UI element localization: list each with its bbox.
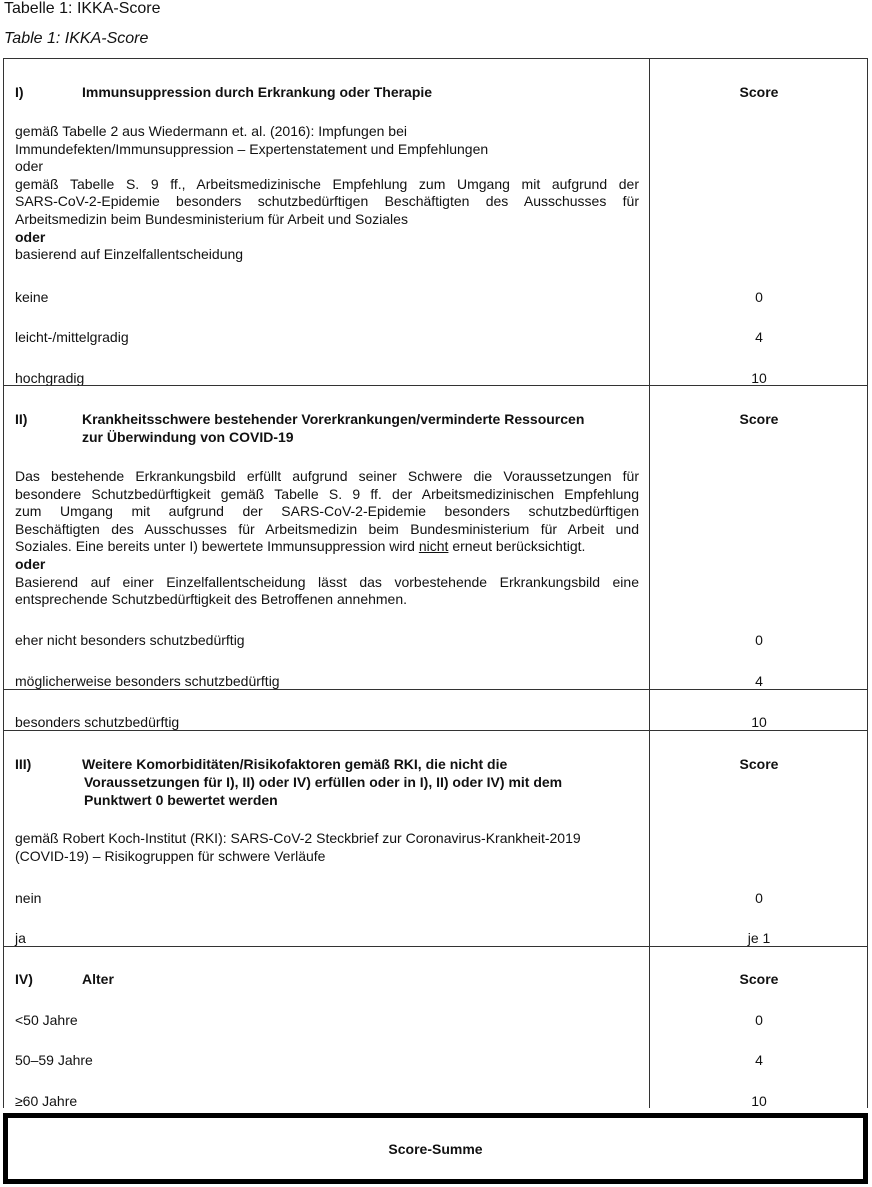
option-label: <50 Jahre (15, 1012, 78, 1028)
option-label: besonders schutzbedürftig (15, 714, 180, 730)
section-3-numeral: III) (15, 756, 32, 772)
section-2-description: Das bestehende Erkrankungsbild erfüllt aufgrund seiner Schwere die Voraussetzungen für besondere Schutzbedürftigkeit gemäß Tabelle S. 9 ff. der Arbeitsmedizinischen Empfehlung zum Umgang mit aufgrund der SARS-CoV-2-Epidemie besonders schutzbedürftigen Beschäftigten des Ausschusses für Arbeitsmedizin beim Bundesministerium für Arbeit und Soziales. Eine bereits unter I) bewertete Immunsuppression wird nicht erneut berücksichtigt. oder Basierend auf einer Einzelfallentscheidung lässt das vorbestehende Erkrankungsbild eine entsprechende Schutzbedürftigkeit des Betroffenen annehmen. (15, 468, 639, 608)
score-sum-label: Score-Summe (388, 1140, 483, 1157)
section-2-score-header: Score (739, 411, 779, 427)
option-score: 0 (755, 890, 763, 906)
section-2-numeral: II) (15, 411, 28, 427)
option-score: 10 (751, 1093, 767, 1109)
section-3-title-line-3: Punktwert 0 bewertet werden (84, 792, 278, 808)
section-3-title-line-1: Weitere Komorbiditäten/Risikofaktoren gemäß RKI, die nicht die (82, 756, 508, 772)
option-score: 0 (755, 632, 763, 648)
section-4-numeral: IV) (15, 971, 33, 987)
table-caption-german: Tabelle 1: IKKA-Score (4, 0, 161, 17)
section-2-title-line-2: zur Überwindung von COVID-19 (82, 429, 294, 445)
option-score: 0 (755, 1012, 763, 1028)
option-label: möglicherweise besonders schutzbedürftig (15, 673, 280, 689)
option-score: 4 (755, 673, 763, 689)
section-1-title: Immunsuppression durch Erkrankung oder Therapie (82, 84, 433, 100)
option-label: keine (15, 289, 49, 305)
option-score: 4 (755, 1052, 763, 1068)
option-score: 4 (755, 329, 763, 345)
section-3-description: gemäß Robert Koch-Institut (RKI): SARS-CoV-2 Steckbrief zur Coronavirus-Krankheit-2019 (COVID-19) – Risikogruppen für schwere Verläufe (15, 830, 581, 864)
row-divider (3, 385, 868, 386)
option-label: eher nicht besonders schutzbedürftig (15, 632, 245, 648)
table-caption-english: Table 1: IKKA-Score (4, 30, 149, 47)
ikka-score-table (3, 58, 868, 1108)
section-3-title-line-2: Voraussetzungen für I), II) oder IV) erfüllen oder in I), II) oder IV) mit dem (84, 774, 563, 790)
score-sum-box (3, 1113, 868, 1184)
option-score: 0 (755, 289, 763, 305)
option-label: nein (15, 890, 42, 906)
section-1-description: gemäß Tabelle 2 aus Wiedermann et. al. (2016): Impfungen bei Immundefekten/Immunsuppression – Expertenstatement und Empfehlungen oder gemäß Tabelle S. 9 ff., Arbeitsmedizinische Empfehlung zum Umgang mit aufgrund der SARS-CoV-2-Epidemie besonders schutzbedürftigen Beschäftigten des Ausschusses für Arbeitsmedizin beim Bundesministerium für Arbeit und Soziales oder basierend auf Einzelfallentscheidung (15, 123, 639, 263)
row-divider (3, 946, 868, 947)
section-3-score-header: Score (739, 756, 779, 772)
section-4-score-header: Score (739, 971, 779, 987)
option-label: leicht-/mittelgradig (15, 329, 129, 345)
option-label: ≥60 Jahre (15, 1093, 78, 1109)
row-divider (3, 730, 868, 731)
row-divider (3, 689, 868, 690)
column-divider (649, 59, 650, 1108)
option-label: hochgradig (15, 370, 85, 386)
option-score: 10 (751, 370, 767, 386)
section-4-title: Alter (82, 971, 114, 987)
option-label: ja (15, 930, 26, 946)
section-1-score-header: Score (739, 84, 779, 100)
section-2-title-line-1: Krankheitsschwere bestehender Vorerkrankungen/verminderte Ressourcen (82, 411, 585, 427)
emphasis-nicht: nicht (418, 538, 449, 555)
option-score: je 1 (747, 930, 771, 946)
section-1-numeral: I) (15, 84, 24, 100)
option-label: 50–59 Jahre (15, 1052, 93, 1068)
option-score: 10 (751, 714, 767, 730)
